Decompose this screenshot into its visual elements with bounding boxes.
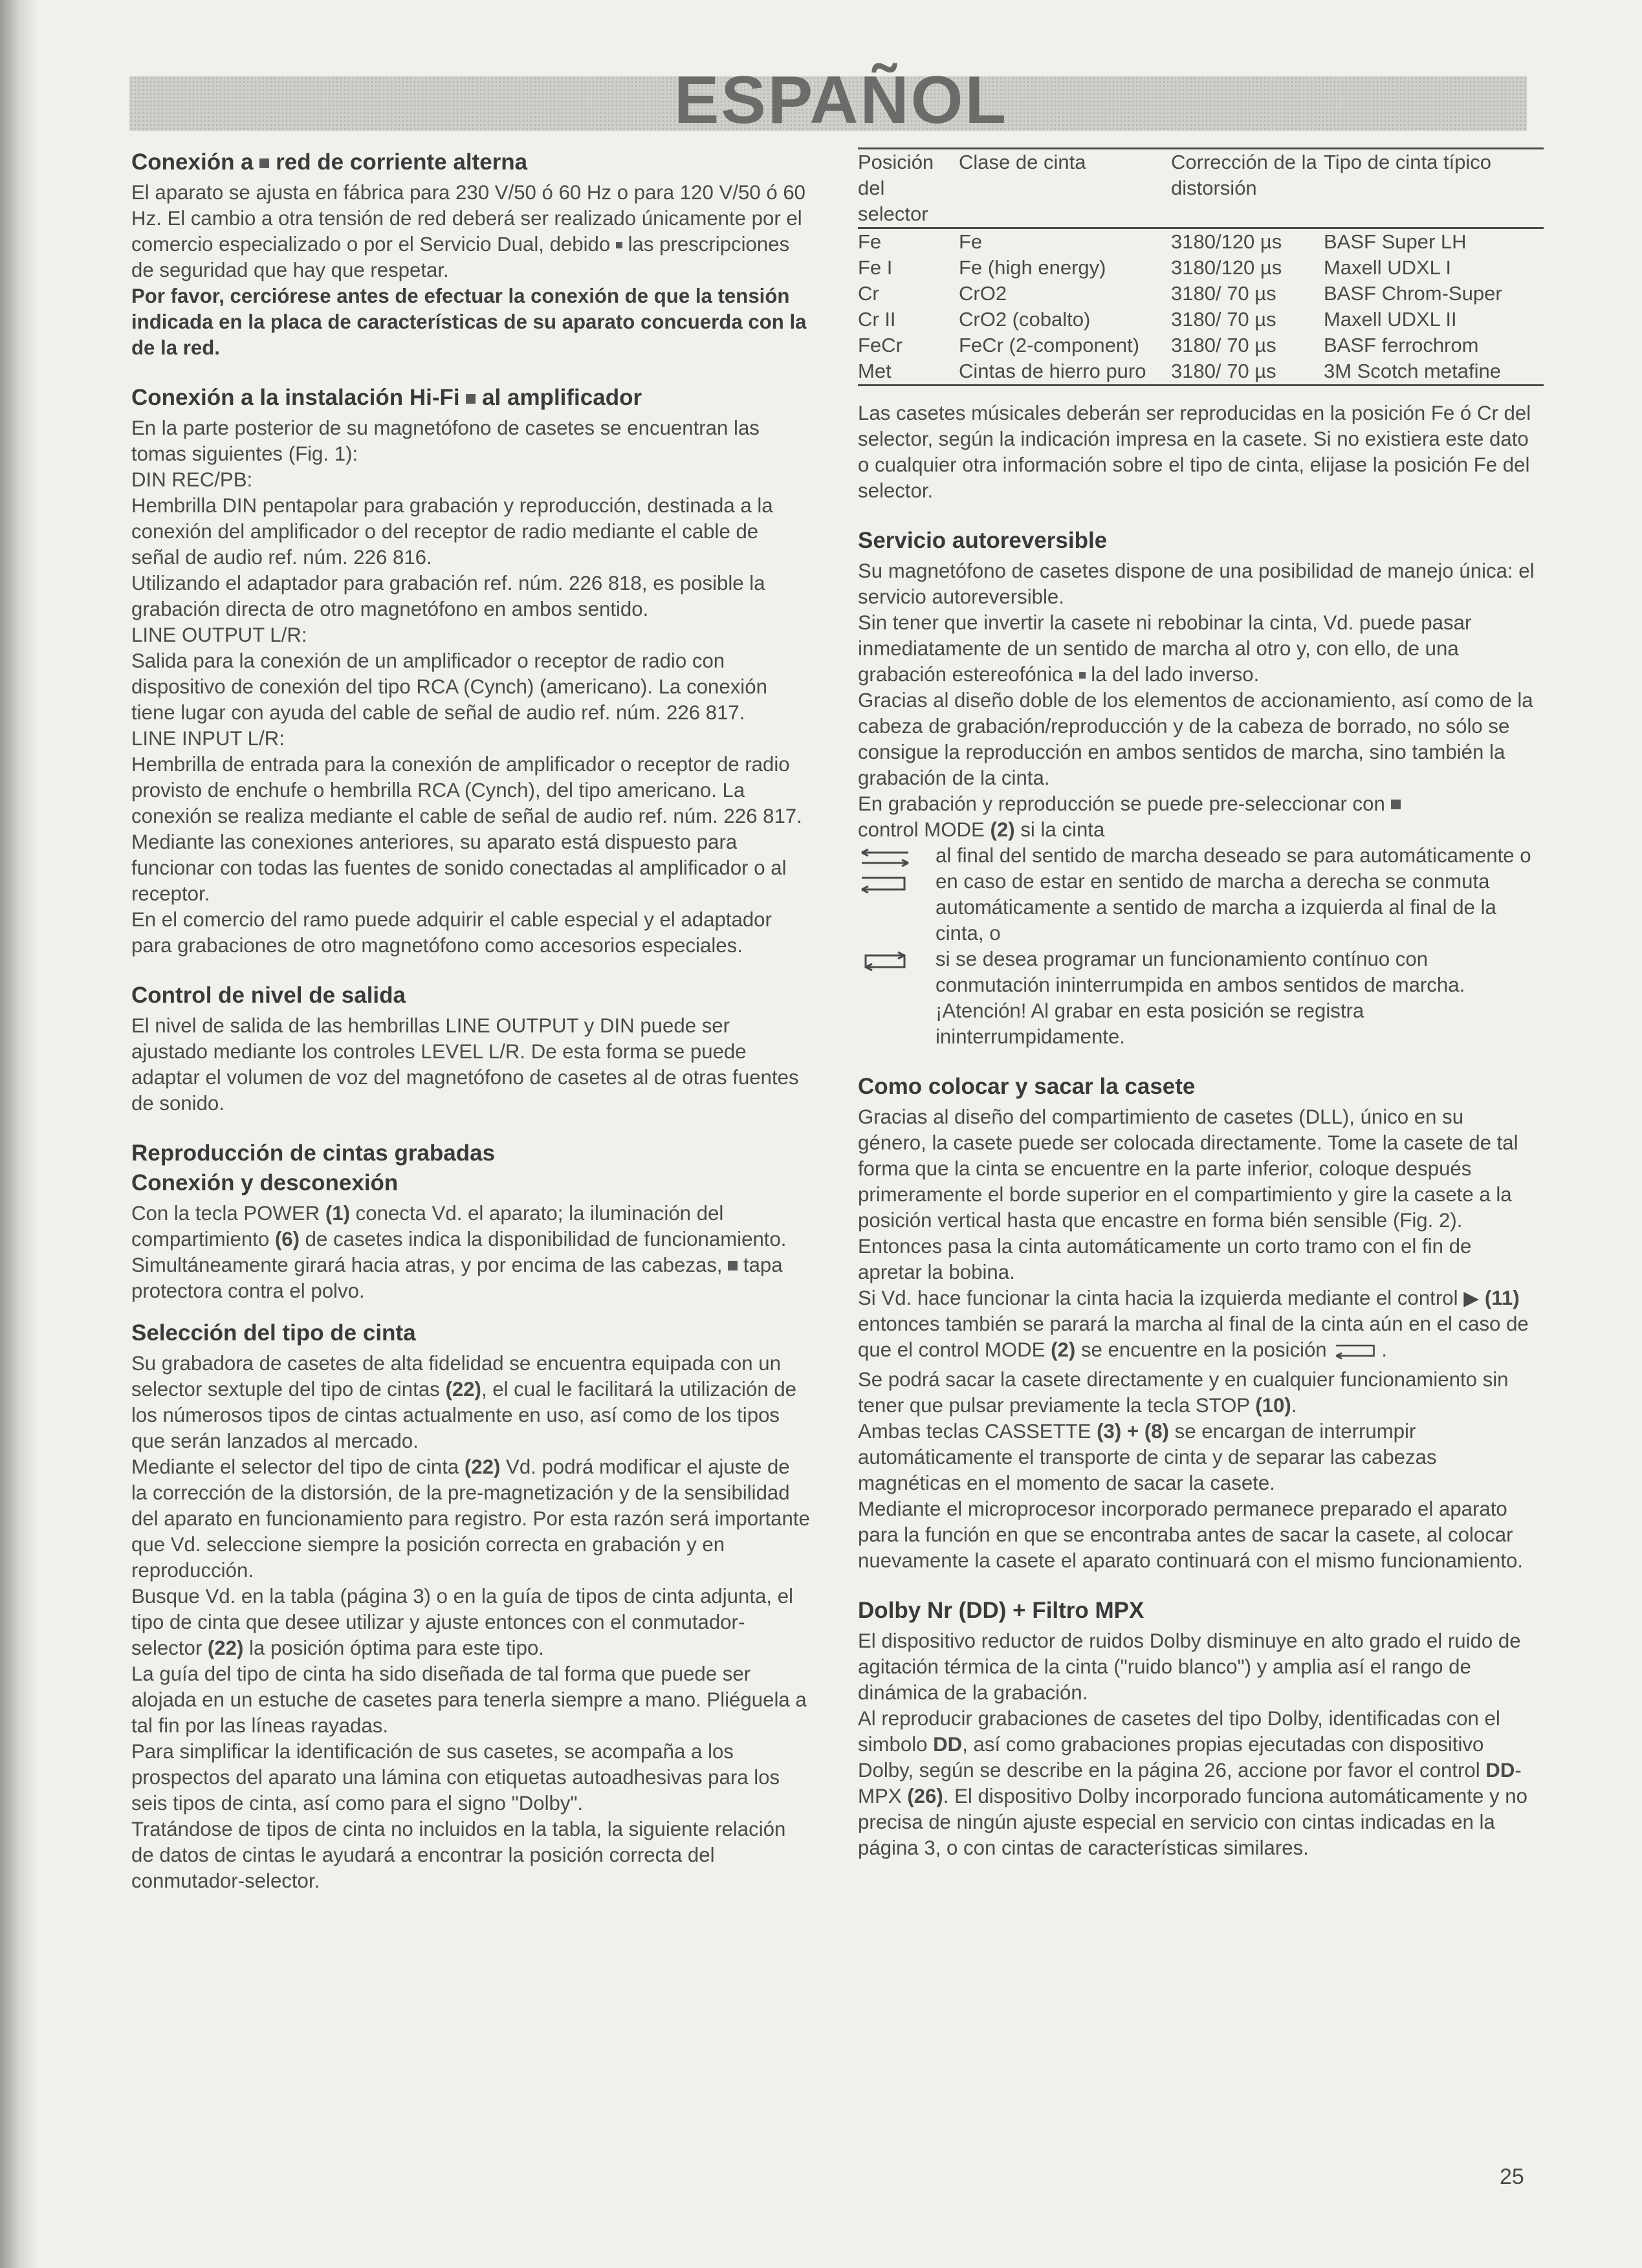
paragraph: Las casetes músicales deberán ser reproducidas en la posición Fe ó Cr del selector, según la indicación impresa en la casete. Si no existiera este dato o cualquier otra información sobre el tipo de cinta, elijase la posición Fe del selector. <box>858 402 1531 502</box>
square-bullet-icon <box>466 394 476 404</box>
paragraph: Gracias al diseño del compartimiento de casetes (DLL), único en su género, la casete puede ser colocada directamente. Tome la casete de tal forma que la cinta se encuentre en la parte inferior, coloque después primeramente el borde superior en el compartimiento y gire la casete a la posición vertical hasta que encastre en forma bién sensible (Fig. 2). <box>858 1106 1518 1232</box>
paragraph: Utilizando el adaptador para grabación ref. núm. 226 818, es posible la grabación directa de otro magnetófono en ambos sentido. <box>131 572 765 620</box>
paragraph: Si Vd. hace funcionar la cinta hacia la izquierda mediante el control ▶ (11) entonces también se parará la marcha al final de la cinta aún en el caso de que el control MODE (2) se encuentre en la posición . <box>858 1285 1537 1367</box>
table-row: FeCr FeCr (2-component) 3180/ 70 µs BASF ferrochrom <box>858 334 1479 356</box>
paragraph: Se podrá sacar la casete directamente y en cualquier funcionamiento sin tener que pulsar previamente la tecla STOP (10). <box>858 1368 1509 1417</box>
warning-paragraph: Por favor, cerciórese antes de efectuar la conexión de que la tensión indicada en la placa de características de su aparato concuerda con la de la red. <box>131 285 807 359</box>
section-title-autoreverse: Servicio autoreversible <box>858 528 1108 553</box>
paragraph: Su grabadora de casetes de alta fidelidad se encuentra equipada con un selector sextuple del tipo de cintas (22), el cual le facilitará la utilización de los númerosos tipos de cintas actualmente en uso, así como de los tipos que serán lanzados al mercado. <box>131 1352 797 1452</box>
square-bullet-icon <box>1391 800 1401 809</box>
section-title-cassette: Como colocar y sacar la casete <box>858 1074 1196 1099</box>
table-header: Posición del selector <box>858 151 934 225</box>
dolby-icon: DD <box>1485 1759 1515 1782</box>
paragraph: Gracias al diseño doble de los elementos de accionamiento, así como de la cabeza de grabación/reproducción y de la cabeza de borrado, no sólo se consigue la reproducción en ambos sentidos de marcha, sino también la grabación de la cinta. <box>858 689 1533 789</box>
attention-note: ¡Atención! Al grabar en esta posición se registra ininterrumpidamente. <box>936 999 1364 1048</box>
paragraph: Para simplificar la identificación de sus casetes, se acompaña a los prospectos del aparato una lámina con etiquetas autoadhesivas para los seis tipos de cinta, así como para el signo "Dolby". <box>131 1740 780 1815</box>
paragraph: Sin tener que invertir la casete ni rebobinar la cinta, Vd. puede pasar inmediatamente de un sentido de marcha al otro y, con ello, de una grabación estereofónica la del lado inverso. <box>858 611 1472 686</box>
table-header: Corrección de la distorsión <box>1171 151 1317 199</box>
paragraph: Hembrilla DIN pentapolar para grabación y reproducción, destinada a la conexión del amplificador o del receptor de radio mediante el cable de señal de audio ref. núm. 226 816. <box>131 494 773 569</box>
paragraph: Ambas teclas CASSETTE (3) + (8) se encargan de interrumpir automáticamente el transporte de cinta y de separar las cabezas magnéticas en el momento de sacar la casete. <box>858 1420 1437 1494</box>
page-number: 25 <box>1500 2164 1524 2189</box>
table-header: Tipo de cinta típico <box>1324 151 1492 173</box>
table-header: Clase de cinta <box>959 151 1086 173</box>
square-bullet-icon <box>616 242 622 248</box>
mode-option-reverse-once: en caso de estar en sentido de marcha a derecha se conmuta automáticamente a sentido de marcha a izquierda al final de la cinta, o <box>858 869 1537 946</box>
term-label: LINE OUTPUT L/R: <box>131 624 307 646</box>
table-row: Cr II CrO2 (cobalto) 3180/ 70 µs Maxell UDXL II <box>858 308 1457 331</box>
section-title-playback: Reproducción de cintas grabadas <box>131 1140 496 1166</box>
term-label: LINE INPUT L/R: <box>131 727 285 750</box>
paragraph: Tratándose de tipos de cinta no incluidos en la tabla, la siguiente relación de datos de cintas le ayudará a encontrar la posición correcta del conmutador-selector. <box>131 1818 786 1892</box>
table-header-row <box>858 149 1544 228</box>
paragraph: El nivel de salida de las hembrillas LINE OUTPUT y DIN puede ser ajustado mediante los controles LEVEL L/R. De esta forma se puede adaptar el volumen de voz del magnetófono de casetes al de otras fuentes de sonido. <box>131 1014 799 1115</box>
section-title-mains: Conexión a red de corriente alterna <box>131 149 528 175</box>
paragraph: Hembrilla de entrada para la conexión de amplificador o receptor de radio provisto de enchufe o hembrilla RCA (Cynch), del tipo americano. La conexión se realiza mediante el cable de señal de audio ref. núm. 226 817. <box>131 753 802 827</box>
left-column <box>131 147 811 1894</box>
scan-edge-shadow <box>0 0 39 2268</box>
paragraph: El dispositivo reductor de ruidos Dolby disminuye en alto grado el ruido de agitación térmica de la cinta ("ruido blanco") y amplia así el rango de dinámica de la grabación. <box>858 1630 1521 1704</box>
table-row: Met Cintas de hierro puro 3180/ 70 µs 3M Scotch metafine <box>858 358 1544 386</box>
table-row: Fe I Fe (high energy) 3180/120 µs Maxell UDXL I <box>858 256 1451 279</box>
dolby-icon: DD <box>933 1733 963 1756</box>
paragraph: En el comercio del ramo puede adquirir el cable especial y el adaptador para grabaciones de otro magnetófono como accesorios especiales. <box>131 908 772 957</box>
square-bullet-icon <box>259 158 269 168</box>
table-row: Fe Fe 3180/120 µs BASF Super LH <box>858 230 1467 253</box>
paragraph: En grabación y reproducción se puede pre-seleccionar con control MODE (2) si la cinta <box>858 791 1537 843</box>
paragraph: La guía del tipo de cinta ha sido diseñada de tal forma que puede ser alojada en un estuche de casetes para tenerla siempre a mano. Pliéguela a tal fin por las líneas rayadas. <box>131 1663 807 1737</box>
tape-type-table <box>858 147 1544 386</box>
page-title: ESPAÑOL <box>673 63 1008 138</box>
square-bullet-icon <box>1079 672 1086 679</box>
continuous-reverse-icon <box>858 946 936 972</box>
right-column <box>858 147 1537 1861</box>
section-title-output-level: Control de nivel de salida <box>131 983 406 1008</box>
paragraph: Mediante el microprocesor incorporado permanece preparado el aparato para la función en que se encontraba antes de sacar la casete, al colocar nuevamente la casete el aparato continuará con el mismo funcionamiento. <box>858 1498 1524 1572</box>
section-subtitle-power: Conexión y desconexión <box>131 1170 399 1195</box>
term-label: DIN REC/PB: <box>131 468 253 491</box>
section-title-hifi: Conexión a la instalación Hi-Fi al amplificador <box>131 385 642 410</box>
reverse-once-icon <box>858 869 936 895</box>
paragraph: Busque Vd. en la tabla (página 3) o en la guía de tipos de cinta adjunta, el tipo de cinta que desee utilizar y ajuste entonces con el conmutador-selector (22) la posición óptima para este tipo. <box>131 1585 793 1659</box>
paragraph: Con la tecla POWER (1) conecta Vd. el aparato; la iluminación del compartimiento (6) de casetes indica la disponibilidad de funcionamiento. Simultáneamente girará hacia atras, y por encima de las cabezas, tapa protectora contra el polvo. <box>131 1202 787 1302</box>
paragraph: Mediante el selector del tipo de cinta (22) Vd. podrá modificar el ajuste de la corrección de la distorsión, de la pre-magnetización y de la sensibilidad del aparato en funcionamiento para registro. Por esta razón será importante que Vd. seleccione siempre la posición correcta en grabación y en reproducción. <box>131 1456 810 1582</box>
play-icon: ▶ <box>1463 1287 1480 1309</box>
paragraph: Mediante las conexiones anteriores, su aparato está dispuesto para funcionar con todas las fuentes de sonido conectadas al amplificador o al receptor. <box>131 831 787 905</box>
mode-option-stop: al final del sentido de marcha deseado se para automáticamente o <box>858 843 1537 869</box>
table-row: Cr CrO2 3180/ 70 µs BASF Chrom-Super <box>858 282 1502 305</box>
paragraph: El aparato se ajusta en fábrica para 230 V/50 ó 60 Hz o para 120 V/50 ó 60 Hz. El cambio a otra tensión de red deberá ser realizado únicamente por el comercio especializado o por el Servicio Dual, debido las prescripciones de seguridad que hay que respetar. <box>131 181 806 281</box>
section-title-dolby: Dolby Nr (DD) + Filtro MPX <box>858 1598 1144 1623</box>
paragraph: Al reproducir grabaciones de casetes del tipo Dolby, identificadas con el simbolo DD, así como grabaciones propias ejecutadas con dispositivo Dolby, según se describe en la página 26, accione por favor el control DD-MPX (26). El dispositivo Dolby incorporado funciona automáticamente y no precisa de ningún ajuste especial en servicio con cintas indicadas en la página 3, o con cintas de características similares. <box>858 1707 1527 1859</box>
square-bullet-icon <box>728 1261 738 1270</box>
paragraph: En la parte posterior de su magnetófono de casetes se encuentran las tomas siguientes (Fig. 1): <box>131 417 760 465</box>
reverse-once-icon <box>1332 1341 1381 1367</box>
paragraph: Su magnetófono de casetes dispone de una posibilidad de manejo única: el servicio autoreversible. <box>858 560 1535 608</box>
mode-option-continuous: si se desea programar un funcionamiento contínuo con conmutación ininterrumpida en ambos sentidos de marcha. <box>858 946 1537 998</box>
section-title-tape-type: Selección del tipo de cinta <box>131 1320 416 1346</box>
stop-at-end-icon <box>858 843 936 869</box>
paragraph: Entonces pasa la cinta automáticamente un corto tramo con el fin de apretar la bobina. <box>858 1235 1472 1283</box>
paragraph: Salida para la conexión de un amplificador o receptor de radio con dispositivo de conexión del tipo RCA (Cynch) (americano). La conexión tiene lugar con ayuda del cable de señal de audio ref. núm. 226 817. <box>131 649 767 724</box>
